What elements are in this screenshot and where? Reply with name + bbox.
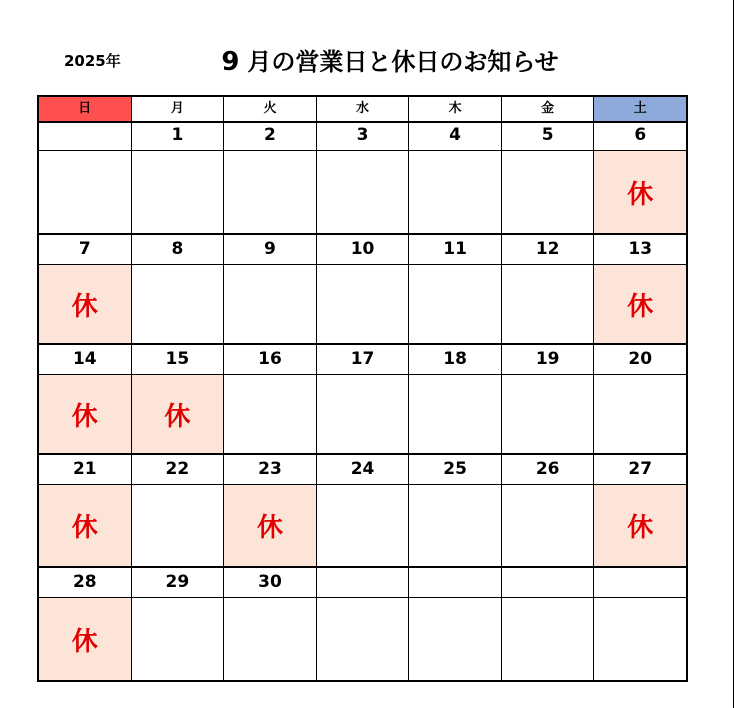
day-area (317, 151, 409, 233)
day-number: 6 (594, 121, 686, 151)
day-cell (316, 121, 409, 233)
day-area (594, 375, 686, 453)
day-cell (223, 455, 316, 566)
day-area (594, 598, 686, 680)
day-number (502, 568, 594, 598)
day-number: 25 (409, 455, 501, 485)
day-cell (501, 568, 594, 680)
day-cell (39, 345, 131, 453)
week-row (39, 343, 686, 453)
day-number: 21 (39, 455, 131, 485)
title-text: 月の営業日と休日のお知らせ (247, 48, 559, 76)
holiday-area (594, 265, 686, 343)
day-number: 18 (409, 345, 501, 375)
week-row (39, 233, 686, 343)
day-cell (131, 121, 224, 233)
day-cell (501, 121, 594, 233)
day-number: 24 (317, 455, 409, 485)
holiday-area (594, 151, 686, 233)
page-edge-line (733, 0, 734, 708)
weekday-monday: 月 (131, 97, 224, 121)
day-number (594, 568, 686, 598)
day-number: 4 (409, 121, 501, 151)
day-cell (501, 235, 594, 343)
day-cell (408, 345, 501, 453)
day-number: 26 (502, 455, 594, 485)
holiday-mark: 休 (71, 626, 98, 657)
day-number (409, 568, 501, 598)
day-cell (223, 345, 316, 453)
day-number: 9 (224, 235, 316, 265)
day-cell (39, 121, 131, 233)
day-area (224, 151, 316, 233)
day-area (224, 375, 316, 453)
day-cell (593, 121, 686, 233)
day-area (132, 485, 224, 566)
holiday-area (224, 485, 316, 566)
day-number: 17 (317, 345, 409, 375)
day-cell (408, 455, 501, 566)
day-number: 19 (502, 345, 594, 375)
holiday-mark: 休 (627, 179, 654, 210)
week-row (39, 453, 686, 566)
holiday-area (39, 265, 131, 343)
day-cell (593, 455, 686, 566)
weekday-sunday: 日 (39, 97, 131, 121)
day-area (224, 598, 316, 680)
day-number: 5 (502, 121, 594, 151)
day-cell (501, 455, 594, 566)
weekday-thursday: 木 (408, 97, 501, 121)
day-area (317, 598, 409, 680)
holiday-mark: 休 (627, 291, 654, 322)
day-number: 20 (594, 345, 686, 375)
holiday-area (39, 375, 131, 453)
day-cell (408, 568, 501, 680)
day-cell (39, 455, 131, 566)
day-number: 22 (132, 455, 224, 485)
day-cell (39, 568, 131, 680)
day-cell (593, 345, 686, 453)
holiday-area (132, 375, 224, 453)
day-cell (408, 235, 501, 343)
day-cell (316, 455, 409, 566)
holiday-mark: 休 (164, 401, 191, 432)
holiday-area (39, 485, 131, 566)
weekday-header-row (39, 97, 686, 123)
day-cell (223, 121, 316, 233)
day-area (409, 151, 501, 233)
day-area (317, 265, 409, 343)
day-number: 12 (502, 235, 594, 265)
day-number (39, 121, 131, 151)
day-area (502, 151, 594, 233)
day-cell (408, 121, 501, 233)
day-cell (131, 455, 224, 566)
day-area (409, 265, 501, 343)
day-number: 16 (224, 345, 316, 375)
day-cell (39, 235, 131, 343)
weekday-wednesday: 水 (316, 97, 409, 121)
day-number: 14 (39, 345, 131, 375)
holiday-area (39, 598, 131, 680)
day-cell (316, 345, 409, 453)
day-area (132, 151, 224, 233)
day-cell (501, 345, 594, 453)
day-number: 29 (132, 568, 224, 598)
calendar-grid (37, 95, 688, 682)
day-area (409, 485, 501, 566)
day-area (502, 375, 594, 453)
day-area (317, 375, 409, 453)
week-row (39, 566, 686, 680)
day-area (132, 265, 224, 343)
day-number: 13 (594, 235, 686, 265)
day-number: 8 (132, 235, 224, 265)
holiday-area (594, 485, 686, 566)
day-number: 27 (594, 455, 686, 485)
day-number: 7 (39, 235, 131, 265)
holiday-mark: 休 (256, 513, 283, 543)
day-number (317, 568, 409, 598)
day-number: 23 (224, 455, 316, 485)
year-label: 2025年 (64, 52, 121, 70)
day-number: 2 (224, 121, 316, 151)
day-area (502, 265, 594, 343)
day-cell (316, 568, 409, 680)
day-number: 15 (132, 345, 224, 375)
day-number: 30 (224, 568, 316, 598)
week-row (39, 121, 686, 233)
day-cell (593, 568, 686, 680)
day-cell (223, 568, 316, 680)
day-area (502, 485, 594, 566)
weekday-saturday: 土 (593, 97, 686, 121)
day-cell (223, 235, 316, 343)
day-number: 3 (317, 121, 409, 151)
day-area (39, 151, 131, 233)
day-number: 1 (132, 121, 224, 151)
holiday-mark: 休 (627, 513, 654, 543)
holiday-mark: 休 (71, 291, 98, 322)
day-cell (131, 345, 224, 453)
day-area (132, 598, 224, 680)
weekday-friday: 金 (501, 97, 594, 121)
day-area (317, 485, 409, 566)
day-area (409, 375, 501, 453)
page-title (160, 42, 620, 77)
title-month: 9 (221, 47, 240, 77)
day-number: 28 (39, 568, 131, 598)
holiday-mark: 休 (71, 513, 98, 543)
day-area (409, 598, 501, 680)
day-area (502, 598, 594, 680)
day-area (224, 265, 316, 343)
day-cell (593, 235, 686, 343)
day-cell (316, 235, 409, 343)
day-cell (131, 235, 224, 343)
weekday-tuesday: 火 (223, 97, 316, 121)
day-number: 10 (317, 235, 409, 265)
day-number: 11 (409, 235, 501, 265)
holiday-mark: 休 (71, 401, 98, 432)
day-cell (131, 568, 224, 680)
